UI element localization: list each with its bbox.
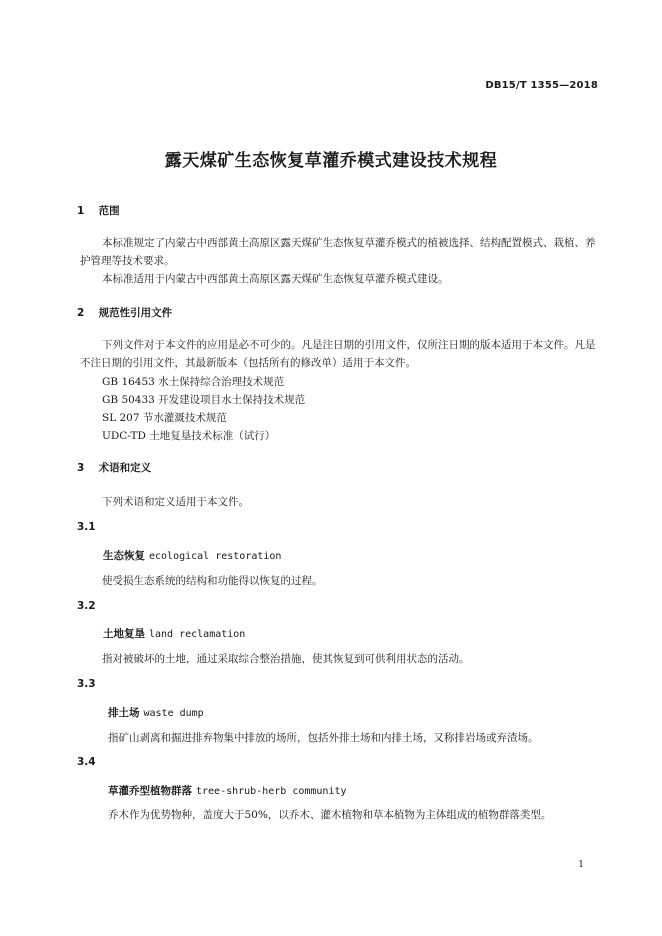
term-number: 3.1 (77, 521, 96, 533)
page-number: 1 (578, 860, 584, 870)
section-title: 范围 (98, 205, 120, 217)
reference-item: GB 50433 开发建设项目水土保持技术规范 (102, 394, 306, 406)
term-entry (108, 705, 204, 720)
term-number: 3.2 (77, 600, 96, 612)
reference-item: SL 207 节水灌溉技术规范 (102, 412, 227, 424)
section-heading-scope (77, 203, 120, 218)
term-entry (108, 783, 347, 798)
term-zh: 生态恢复 (103, 550, 145, 562)
term-zh: 草灌乔型植物群落 (108, 785, 192, 797)
term-entry (103, 626, 245, 641)
section-number: 2 (77, 307, 85, 319)
section-title: 术语和定义 (98, 462, 152, 474)
section-title: 规范性引用文件 (98, 307, 173, 319)
term-zh: 土地复垦 (103, 628, 145, 640)
section-number: 1 (77, 205, 85, 217)
term-en: land reclamation (149, 629, 246, 640)
scope-paragraph-1: 本标准规定了内蒙古中西部黄土高原区露天煤矿生态恢复草灌乔模式的植被选择、结构配置模式、栽植、养护管理等技术要求。 (80, 237, 596, 267)
term-definition: 乔木作为优势物种，盖度大于50%，以乔木、灌木植物和草本植物为主体组成的植物群落类型。 (108, 809, 552, 821)
references-intro-paragraph: 下列文件对于本文件的应用是必不可少的。凡是注日期的引用文件，仅所注日期的版本适用于本文件。凡是不注日期的引用文件，其最新版本（包括所有的修改单）适用于本文件。 (80, 339, 596, 369)
term-number: 3.3 (77, 678, 96, 690)
reference-item: UDC-TD 土地复垦技术标准（试行） (102, 430, 276, 442)
term-number: 3.4 (77, 756, 96, 768)
term-definition: 使受损生态系统的结构和功能得以恢复的过程。 (102, 575, 323, 587)
term-en: tree-shrub-herb community (196, 786, 347, 797)
section-heading-terms (77, 460, 151, 475)
term-definition: 指对被破坏的土地，通过采取综合整治措施，使其恢复到可供利用状态的活动。 (102, 653, 470, 665)
reference-item: GB 16453 水土保持综合治理技术规范 (102, 376, 285, 388)
term-zh: 排土场 (108, 707, 140, 719)
standard-code: DB15/T 1355—2018 (485, 80, 598, 91)
term-definition: 指矿山剥离和掘进排弃物集中排放的场所，包括外排土场和内排土场，又称排岩场或弃渣场。 (108, 732, 539, 744)
terms-intro-paragraph: 下列术语和定义适用于本文件。 (102, 496, 249, 508)
term-en: ecological restoration (149, 551, 282, 562)
section-number: 3 (77, 462, 85, 474)
term-entry (103, 548, 281, 563)
document-title: 露天煤矿生态恢复草灌乔模式建设技术规程 (164, 151, 498, 171)
term-en: waste dump (143, 708, 204, 719)
section-heading-normative-references (77, 305, 172, 320)
scope-paragraph-2: 本标准适用于内蒙古中西部黄土高原区露天煤矿生态恢复草灌乔模式建设。 (102, 273, 449, 285)
